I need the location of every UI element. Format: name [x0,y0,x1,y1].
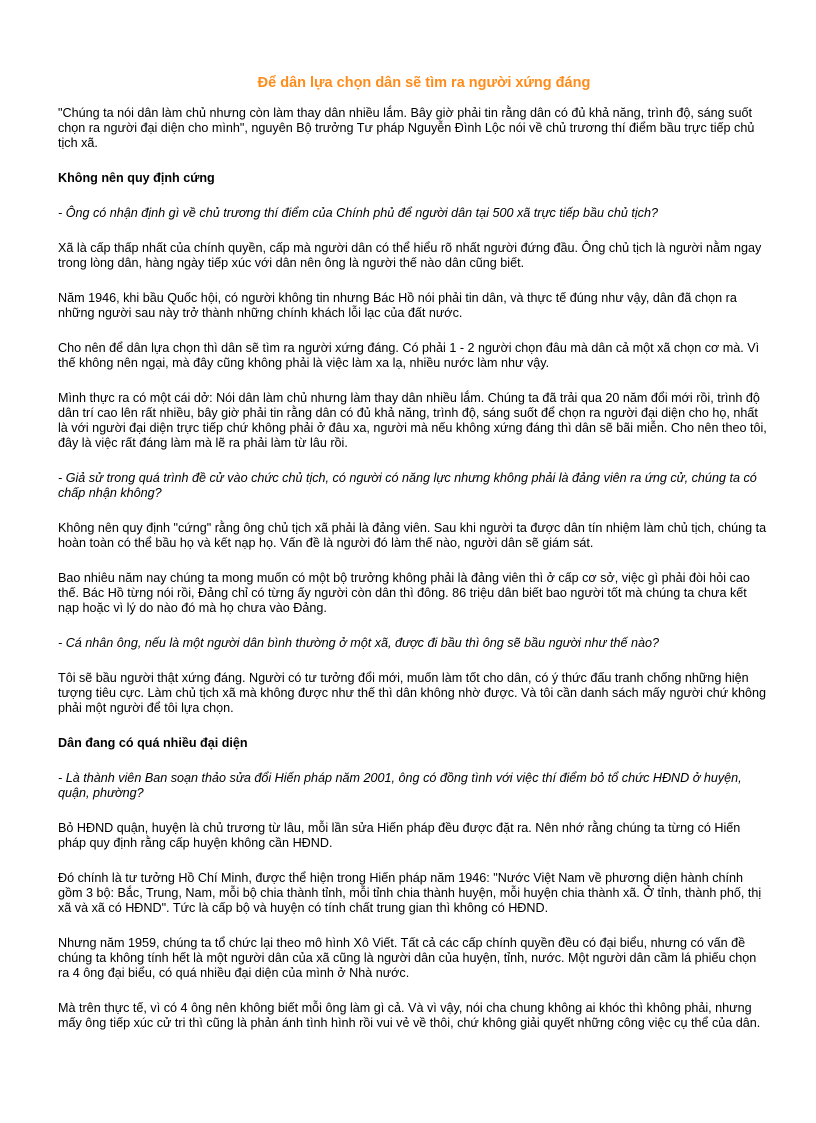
answer-paragraph: Nhưng năm 1959, chúng ta tổ chức lại theo mô hình Xô Viết. Tất cả các cấp chính quyền đều có đại biểu, nhưng có vấn đề chúng ta không tính hết là một người dân của xã cũng là người dân của huyện, tỉnh, nước. Một người dân cầm lá phiếu chọn ra 4 ông đại biểu, có quá nhiều đại diện của mình ở Nhà nước. [58,936,757,980]
interview-question: - Là thành viên Ban soạn thảo sửa đổi Hiến pháp năm 2001, ông có đồng tình với việc thí điểm bỏ tổ chức HĐND ở huyện, quận, phường? [58,771,742,800]
answer-paragraph: Cho nên để dân lựa chọn thì dân sẽ tìm ra người xứng đáng. Có phải 1 - 2 người chọn đâu mà dân cả một xã chọn cơ mà. Vì thế không nên ngại, mà đây cũng không phải là việc làm xa lạ, nhiều nước làm như vậy. [58,341,760,370]
article-title: Để dân lựa chọn dân sẽ tìm ra người xứng đáng [257,75,591,91]
answer-paragraph: Đó chính là tư tưởng Hồ Chí Minh, được thể hiện trong Hiến pháp năm 1946: "Nước Việt Nam về phương diện hành chính gồm 3 bộ: Bắc, Trung, Nam, mỗi bộ chia thành tỉnh, mỗi tỉnh chia thành huyện, mỗi huyện chia thành xã. Ở tỉnh, thành phố, thị xã và xã có HĐND". Tức là cấp bộ và huyện có tính chất trung gian thì không có HĐND. [58,871,762,915]
intro-paragraph: "Chúng ta nói dân làm chủ nhưng còn làm thay dân nhiều lắm. Bây giờ phải tin rằng dân có đủ khả năng, trình độ, sáng suốt chọn ra người đại diện cho mình", nguyên Bộ trưởng Tư pháp Nguyễn Đình Lộc nói về chủ trương thí điểm bầu trực tiếp chủ tịch xã. [58,106,755,150]
answer-paragraph: Bỏ HĐND quận, huyện là chủ trương từ lâu, mỗi lần sửa Hiến pháp đều được đặt ra. Nên nhớ rằng chúng ta từng có Hiến pháp quy định rằng cấp huyện không cần HĐND. [58,821,741,850]
interview-question: - Giả sử trong quá trình đề cử vào chức chủ tịch, có người có năng lực nhưng không phải là đảng viên ra ứng cử, chúng ta có chấp nhận không? [58,471,757,500]
section-heading: Dân đang có quá nhiều đại diện [58,736,248,750]
answer-paragraph: Năm 1946, khi bầu Quốc hội, có người không tin nhưng Bác Hồ nói phải tin dân, và thực tế đúng như vậy, dân đã chọn ra những người sau này trở thành những chính khách lỗi lạc của đất nước. [58,291,737,320]
answer-paragraph: Mà trên thực tế, vì có 4 ông nên không biết mỗi ông làm gì cả. Và vì vậy, nói cha chung không ai khóc thì không phải, nhưng mấy ông tiếp xúc cử tri thì cũng là phản ánh tình hình rồi vui vẻ về thôi, chứ không giải quyết những công việc cụ thể của dân. [58,1001,761,1030]
answer-paragraph: Xã là cấp thấp nhất của chính quyền, cấp mà người dân có thể hiểu rõ nhất người đứng đầu. Ông chủ tịch là người nằm ngay trong lòng dân, hàng ngày tiếp xúc với dân nên ông là người thế nào dân cũng biết. [58,241,762,270]
answer-paragraph: Tôi sẽ bầu người thật xứng đáng. Người có tư tưởng đổi mới, muốn làm tốt cho dân, có ý thức đấu tranh chống những hiện tượng tiêu cực. Làm chủ tịch xã mà không được như thế thì dân không nhờ được. Và tôi cần danh sách mấy người chứ không phải một người để tôi lựa chọn. [58,671,766,715]
interview-question: - Cá nhân ông, nếu là một người dân bình thường ở một xã, được đi bầu thì ông sẽ bầu người như thế nào? [58,636,659,650]
answer-paragraph: Mình thực ra có một cái dở: Nói dân làm chủ nhưng làm thay dân nhiều lắm. Chúng ta đã trải qua 20 năm đổi mới rồi, trình độ dân trí cao lên rất nhiều, bây giờ phải tin rằng dân có đủ khả năng, trình độ, sáng suốt để chọn ra người đại diện cho họ, nhất là với người đại diện trực tiếp chứ không phải ở đâu xa, người mà nếu không xứng đáng thì dân sẽ bãi miễn. Cho nên theo tôi, đây là việc rất đáng làm mà lẽ ra phải làm từ lâu rồi. [58,391,767,450]
interview-question: - Ông có nhận định gì về chủ trương thí điểm của Chính phủ để người dân tại 500 xã trực tiếp bầu chủ tịch? [58,206,658,220]
section-heading: Không nên quy định cứng [58,171,215,185]
answer-paragraph: Bao nhiêu năm nay chúng ta mong muốn có một bộ trưởng không phải là đảng viên thì ở cấp cơ sở, việc gì phải đòi hỏi cao thế. Bác Hồ từng nói rồi, Đảng chỉ có từng ấy người còn dân thì đông. 86 triệu dân biết bao người tốt mà chúng ta chưa kết nạp hoặc vì lý do nào đó mà họ chưa vào Đảng. [58,571,750,615]
article [58,74,770,1051]
answer-paragraph: Không nên quy định "cứng" rằng ông chủ tịch xã phải là đảng viên. Sau khi người ta được dân tín nhiệm làm chủ tịch, chúng ta hoàn toàn có thể bầu họ và kết nạp họ. Vấn đề là người đó làm thế nào, người dân sẽ giám sát. [58,521,767,550]
